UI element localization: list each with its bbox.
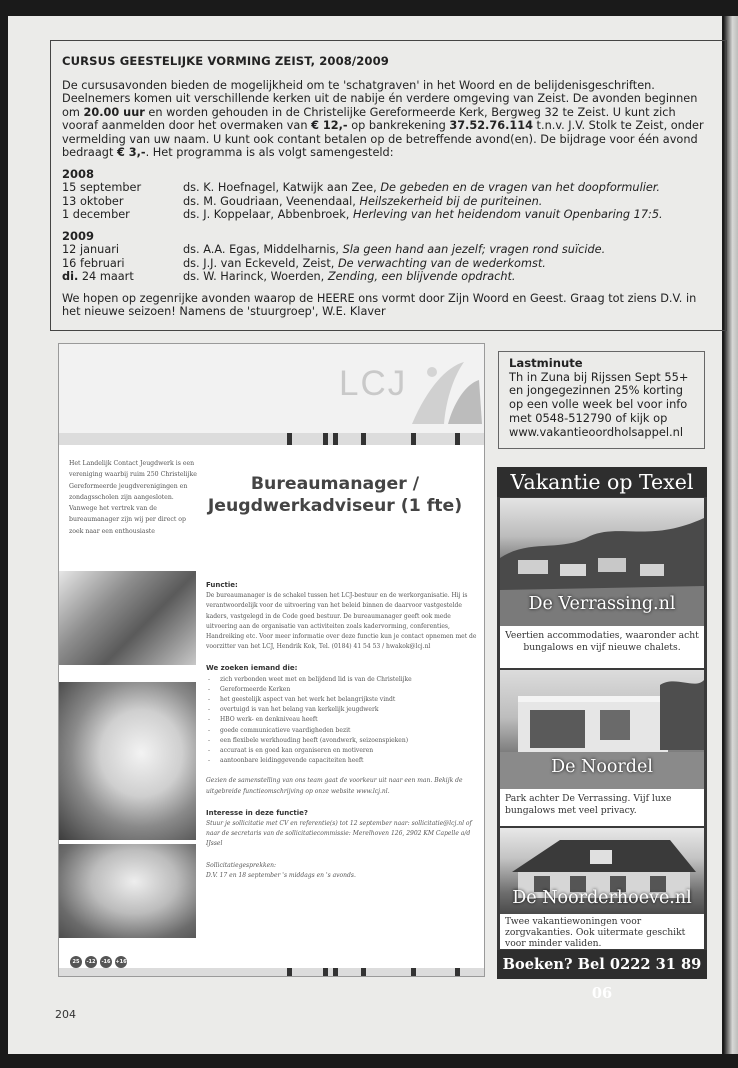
zoeken-heading: We zoeken iemand die:	[206, 664, 298, 673]
course-announcement	[50, 40, 727, 331]
year-heading: 2008	[62, 166, 95, 181]
lcj-vacancy-ad	[58, 343, 485, 977]
page-number: 204	[55, 1008, 76, 1021]
course-title: CURSUS GEESTELIJKE VORMING ZEIST, 2008/2009	[62, 54, 389, 68]
noordel-caption: Park achter De Verrassing. Vijf luxe bungalows met veel privacy.	[500, 789, 704, 826]
age-badge: +16	[115, 956, 127, 968]
texel-booking-line: Boeken? Bel 0222 31 89 06	[497, 950, 707, 979]
list-item: - accuraat is en goed kan organiseren en motiveren	[206, 746, 478, 756]
gesprekken-heading: Sollicitatiegesprekken:	[206, 861, 277, 869]
texel-title: Vakantie op Texel	[497, 467, 707, 497]
lcj-intro-text: Het Landelijk Contact Jeugdwerk is een vereniging waarbij ruim 250 Christelijke Gereformeerde jeugdverenigingen en zondagsscholen zijn aangesloten. Vanwege het vertrek van de bureaumanager zijn wij per direct op zoek naar een enthousiaste	[69, 460, 197, 535]
list-item: - aantoonbare leidinggevende capaciteiten heeft	[206, 756, 478, 766]
lecture-row: 1 december ds. J. Koppelaar, Abbenbroek, Herleving van het heidendom vanuit Openbaring 17:5.	[62, 208, 663, 221]
boy-photo	[59, 844, 196, 938]
interesse-heading: Interesse in deze functie?	[206, 808, 308, 817]
lecture-row: di. 24 maart ds. W. Harinck, Woerden, Zending, een blijvende opdracht.	[62, 270, 516, 283]
lcj-decor-bar-bottom	[59, 968, 485, 976]
lcj-decor-bar	[59, 433, 485, 445]
lastminute-ad	[498, 351, 705, 449]
year-heading: 2009	[62, 228, 95, 243]
lastminute-text: Th in Zuna bij Rijssen Sept 55+ en jongegezinnen 25% korting op een volle week bel voor info met 0548-512790 of kijk op www.vakantieoordholsappel.nl	[509, 369, 689, 439]
age-badge: -12	[85, 956, 97, 968]
verrassing-photo	[500, 498, 704, 626]
list-item: - goede communicatieve vaardigheden bezit	[206, 726, 478, 736]
lcj-logo: LCJ	[339, 364, 408, 403]
lcj-body	[206, 580, 478, 881]
texel-ad	[497, 467, 707, 1002]
gesprekken-text: D.V. 17 en 18 september 's middags en 's avonds.	[206, 871, 356, 879]
lecture-row: 15 september ds. K. Hoefnagel, Katwijk aan Zee, De gebeden en de vragen van het doopformulier.	[62, 181, 660, 194]
noordel-name: De Noordel	[551, 757, 653, 777]
age-badge: 25	[70, 956, 82, 968]
schedule-2008	[62, 168, 715, 222]
list-item: - het geestelijk aspect van het werk het belangrijkste vindt	[206, 695, 478, 705]
list-item: - overtuigd is van het belang van kerkelijk jeugdwerk	[206, 705, 478, 715]
list-item: - zich verbonden weet met en belijdend lid is van de Christelijke	[206, 675, 478, 685]
interesse-text: Stuur je sollicitatie met CV en referentie(s) tot 12 september naar: sollicitatie@lcj.nl of naar de secretaris van de sollicitatiecommissie: Merelhoven 126, 2902 KM Capelle a/d IJssel	[206, 820, 472, 848]
lecture-row: 13 oktober ds. M. Goudriaan, Veenendaal, Heilszekerheid bij de puriteinen.	[62, 194, 543, 208]
noorderhoeve-caption: Twee vakantiewoningen voor zorgvakanties. Ook uitermate geschikt voor minder validen.	[500, 914, 704, 949]
team-text: Gezien de samenstelling van ons team gaat de voorkeur uit naar een man. Bekijk de uitgebreide functieomschrijving op onze website www.lcj.nl.	[206, 777, 463, 795]
verrassing-name: De Verrassing.nl	[528, 594, 676, 614]
requirements-list	[206, 675, 478, 767]
course-intro: De cursusavonden bieden de mogelijkheid om te 'schatgraven' in het Woord en de belijdenisgeschriften. Deelnemers komen uit verschillende kerken uit de nabije én verdere omgeving van Zeist. De avonden beginnen om 20.00 uur en worden gehouden in de Christelijke Gereformeerde Kerk, Bergweg 32 te Zeist. U kunt zich vooraf aanmelden door het overmaken van € 12,- op bankrekening 37.52.76.114 t.n.v. J.V. Stolk te Zeist, onder vermelding van uw naam. U kunt ook contant betalen op de betreffende avond(en). De bijdrage voor één avond bedraagt € 3,-. Het programma is als volgt samengesteld:	[62, 78, 704, 159]
noorderhoeve-name: De Noorderhoeve.nl	[512, 888, 692, 908]
lcj-swoosh-icon	[404, 354, 484, 429]
list-item: - een flexibele werkhouding heeft (avondwerk, seizoenspieken)	[206, 736, 478, 746]
functie-text: De bureaumanager is de schakel tussen het LCJ-bestuur en de werkorganisatie. Hij is verantwoordelijk voor de uitvoering van het beleid binnen de daarvoor vastgestelde kaders, vastgelegd in de Code goed bestuur. De bureaumanager geeft ook mede uitvoering aan de organisatie van activiteiten zoals kadervorming, conferenties, Handreiking etc. Voor meer informatie over deze functie kun je contact opnemen met de voorzitter van het LCJ, Hendrik Kok, Tel. (0184) 41 54 53 / hwakok@lcj.nl	[206, 592, 477, 651]
functie-heading: Functie:	[206, 581, 238, 589]
age-badge: -16	[100, 956, 112, 968]
lastminute-title: Lastminute	[509, 356, 583, 370]
verrassing-caption: Veertien accommodaties, waaronder acht bungalows en vijf nieuwe chalets.	[500, 626, 704, 668]
lecture-row: 16 februari ds. J.J. van Eckeveld, Zeist, De verwachting van de wederkomst.	[62, 256, 546, 270]
schedule-2009	[62, 230, 715, 284]
noordel-photo	[500, 670, 704, 789]
hands-photo	[59, 571, 196, 665]
lcj-header	[59, 344, 485, 433]
course-closing: We hopen op zegenrijke avonden waarop de HEERE ons vormt door Zijn Woord en Geest. Graag tot ziens D.V. in het nieuwe seizoen! Namens de 'stuurgroep', W.E. Klaver	[62, 291, 697, 318]
age-badges	[70, 956, 127, 968]
list-item: - Gereformeerde Kerken	[206, 685, 478, 695]
noorderhoeve-photo	[500, 828, 704, 914]
girl-photo	[59, 682, 196, 840]
lecture-row: 12 januari ds. A.A. Egas, Middelharnis, Sla geen hand aan jezelf; vragen rond suïcide.	[62, 243, 606, 256]
list-item: - HBO werk- en denkniveau heeft	[206, 715, 478, 725]
job-title: Bureaumanager / Jeugdwerkadviseur (1 fte)	[207, 474, 463, 516]
